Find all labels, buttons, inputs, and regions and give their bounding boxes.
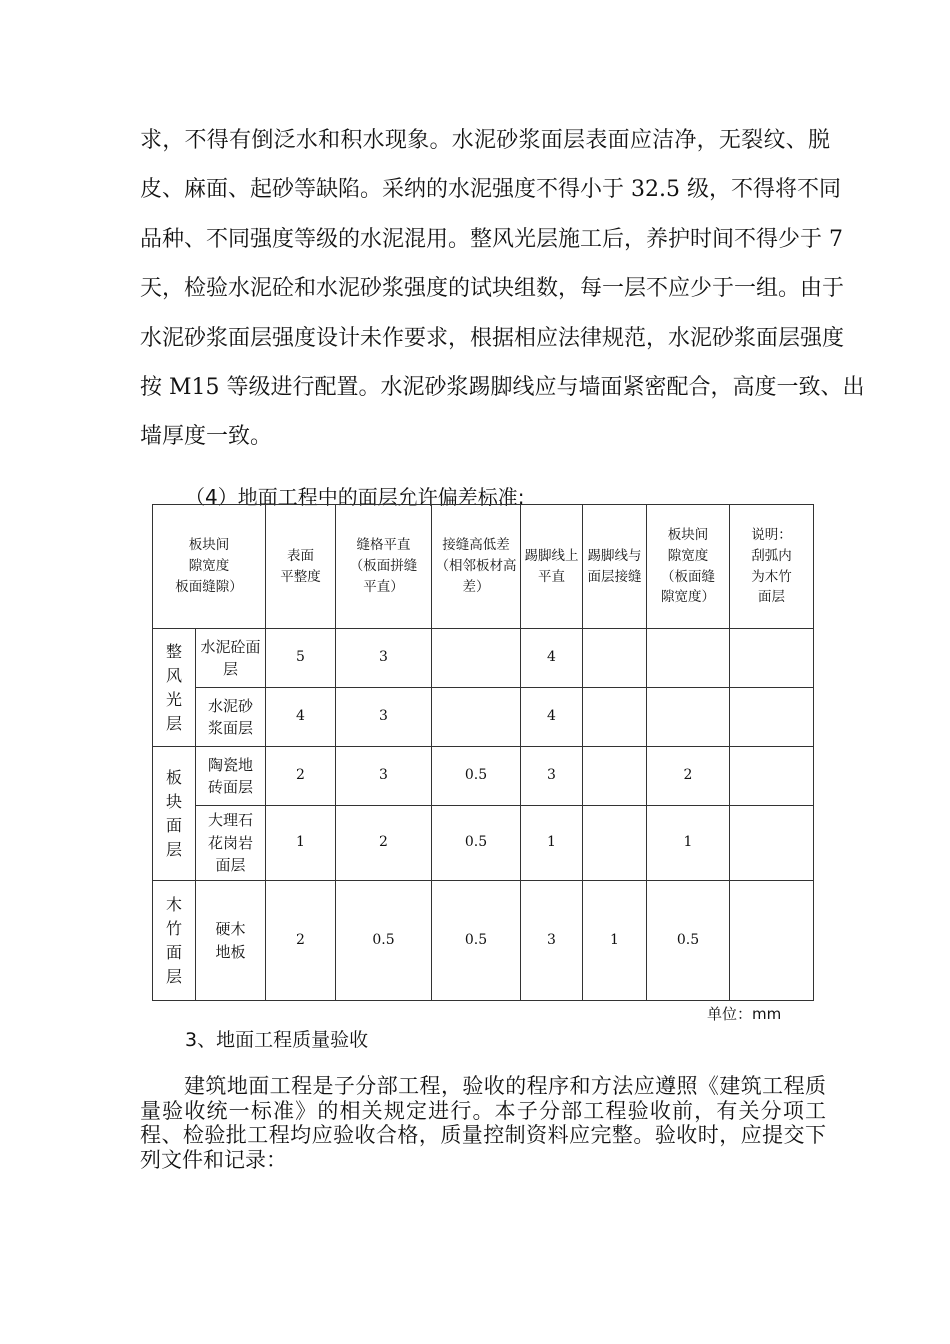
text-line: 列文件和记录： xyxy=(140,1147,287,1172)
value-cell: 1 xyxy=(647,806,730,881)
value-cell xyxy=(730,747,814,806)
value-cell: 3 xyxy=(521,881,583,1001)
value-cell: 0.5 xyxy=(432,881,521,1001)
value-cell xyxy=(647,629,730,688)
value-cell: 3 xyxy=(336,629,432,688)
value-cell: 3 xyxy=(336,747,432,806)
header-cell: 表面 平整度 xyxy=(266,505,336,629)
value-cell xyxy=(583,629,647,688)
value-cell xyxy=(730,881,814,1001)
value-cell xyxy=(647,688,730,747)
value-cell xyxy=(730,806,814,881)
item-name-cell: 大理石 花岗岩 面层 xyxy=(196,806,266,881)
text-line: 按 M15 等级进行配置。水泥砂浆踢脚线应与墙面紧密配合，高度一致、出 xyxy=(140,374,865,400)
header-cell: 板块间 隙宽度 板面缝隙） xyxy=(153,505,266,629)
item-name-cell: 硬木 地板 xyxy=(196,881,266,1001)
value-cell: 2 xyxy=(266,747,336,806)
value-cell: 4 xyxy=(521,629,583,688)
text-line: 水泥砂浆面层强度设计未作要求，根据相应法律规范，水泥砂浆面层强度 xyxy=(140,325,845,351)
value-cell: 4 xyxy=(266,688,336,747)
text-line: 墙厚度一致。 xyxy=(140,424,273,450)
value-cell: 1 xyxy=(266,806,336,881)
value-cell xyxy=(583,747,647,806)
header-cell: 说明： 刮弧内 为木竹 面层 xyxy=(730,505,814,629)
value-cell: 0.5 xyxy=(432,747,521,806)
text-line: 程、检验批工程均应验收合格，质量控制资料应完整。验收时，应提交下 xyxy=(140,1123,826,1147)
header-cell: 踢脚线上 平直 xyxy=(521,505,583,629)
item-name-cell: 陶瓷地 砖面层 xyxy=(196,747,266,806)
header-cell: 缝格平直 （板面拼缝 平直） xyxy=(336,505,432,629)
value-cell: 3 xyxy=(521,747,583,806)
text-line: 量验收统一标准》的相关规定进行。本子分部工程验收前，有关分项工 xyxy=(140,1098,826,1123)
tolerance-table xyxy=(152,504,814,1001)
header-cell: 板块间 隙宽度 （板面缝 隙宽度） xyxy=(647,505,730,629)
group-cell: 木 竹 面 层 xyxy=(153,881,196,1001)
value-cell: 0.5 xyxy=(336,881,432,1001)
value-cell xyxy=(730,629,814,688)
value-cell xyxy=(583,806,647,881)
value-cell: 1 xyxy=(521,806,583,881)
value-cell: 3 xyxy=(336,688,432,747)
value-cell: 2 xyxy=(336,806,432,881)
table-row xyxy=(153,688,814,747)
text-line: 天，检验水泥砼和水泥砂浆强度的试块组数，每一层不应少于一组。由于 xyxy=(140,276,845,302)
item-name-cell: 水泥砂 浆面层 xyxy=(196,688,266,747)
value-cell: 5 xyxy=(266,629,336,688)
value-cell: 2 xyxy=(647,747,730,806)
item-name-cell: 水泥砼面 层 xyxy=(196,629,266,688)
value-cell: 2 xyxy=(266,881,336,1001)
body-paragraph-2 xyxy=(140,1074,826,1172)
body-paragraph-1 xyxy=(140,116,865,462)
unit-note: 单位：mm xyxy=(707,1005,782,1023)
table-row xyxy=(153,629,814,688)
group-cell: 板 块 面 层 xyxy=(153,747,196,881)
table-row xyxy=(153,806,814,881)
group-cell: 整 风 光 层 xyxy=(153,629,196,747)
header-cell: 接缝高低差 （相邻板材高 差） xyxy=(432,505,521,629)
text-line: 皮、麻面、起砂等缺陷。采纳的水泥强度不得小于 32.5 级，不得将不同 xyxy=(140,177,841,203)
value-cell: 4 xyxy=(521,688,583,747)
value-cell: 0.5 xyxy=(647,881,730,1001)
table-row xyxy=(153,747,814,806)
table-row xyxy=(153,881,814,1001)
section-heading: 3、地面工程质量验收 xyxy=(185,1029,369,1051)
text-line: 求，不得有倒泛水和积水现象。水泥砂浆面层表面应洁净，无裂纹、脱 xyxy=(140,128,830,153)
value-cell xyxy=(583,688,647,747)
value-cell xyxy=(432,688,521,747)
table-caption: （4）地面工程中的面层允许偏差标准: xyxy=(185,485,525,509)
text-line: 品种、不同强度等级的水泥混用。整风光层施工后，养护时间不得少于 7 xyxy=(140,226,843,252)
text-line: 建筑地面工程是子分部工程，验收的程序和方法应遵照《建筑工程质 xyxy=(184,1074,826,1098)
value-cell: 1 xyxy=(583,881,647,1001)
value-cell: 0.5 xyxy=(432,806,521,881)
value-cell xyxy=(432,629,521,688)
table-header-row xyxy=(153,505,814,629)
value-cell xyxy=(730,688,814,747)
header-cell: 踢脚线与 面层接缝 xyxy=(583,505,647,629)
